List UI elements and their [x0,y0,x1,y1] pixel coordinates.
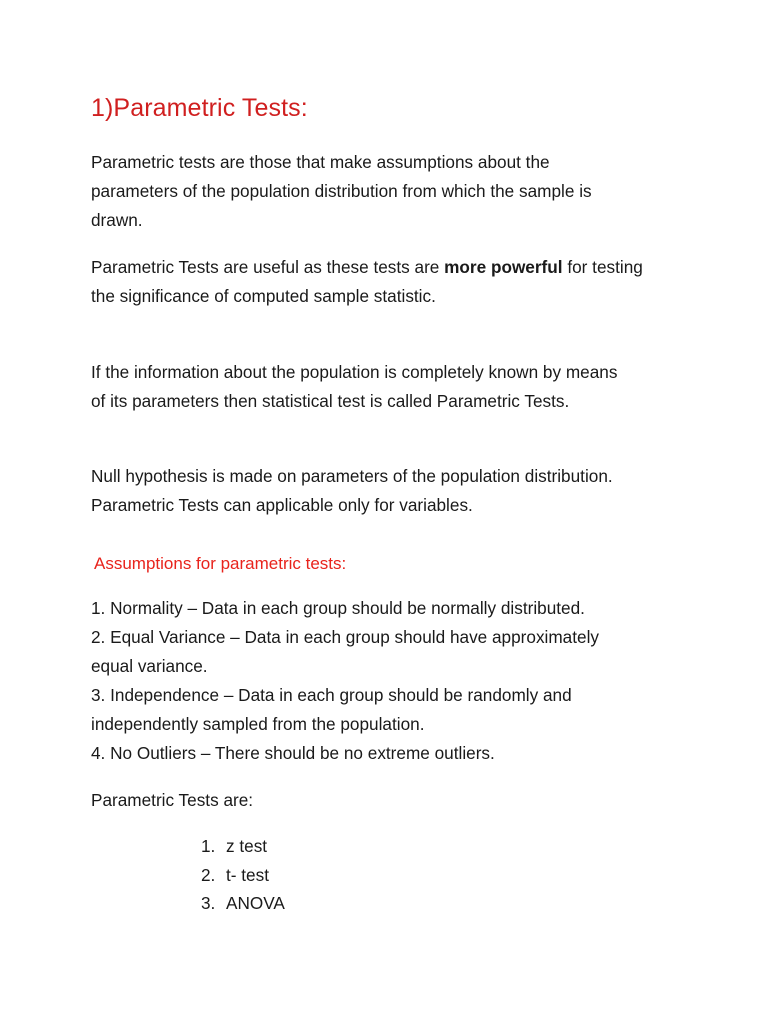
useful-bold-text: more powerful [444,257,563,277]
list-item: 1. z test [201,836,268,856]
null-line-2: Parametric Tests can applicable only for variables. [91,495,473,515]
intro-line-3: drawn. [91,210,143,230]
assumption-normality: 1. Normality – Data in each group should be normally distributed. [91,598,585,618]
assumption-equal-variance-cont: equal variance. [91,656,208,676]
list-item: 3. ANOVA [201,893,285,914]
assumption-independence: 3. Independence – Data in each group should be randomly and [91,685,572,705]
tests-intro: Parametric Tests are: [91,790,254,810]
info-line-1: If the information about the population is completely known by means [91,362,618,382]
info-paragraph [91,358,731,416]
intro-paragraph [91,148,731,235]
useful-paragraph [91,253,731,311]
page-title: 1)Parametric Tests: [91,94,308,122]
assumptions-heading: Assumptions for parametric tests: [94,554,347,573]
useful-suffix: for testing [562,257,643,277]
null-hypothesis-paragraph [91,462,731,520]
intro-line-1: Parametric tests are those that make assumptions about the [91,152,550,172]
assumption-no-outliers: 4. No Outliers – There should be no extreme outliers. [91,743,495,763]
useful-line-2: the significance of computed sample statistic. [91,286,436,306]
assumption-independence-cont: independently sampled from the population. [91,714,425,734]
useful-prefix: Parametric Tests are useful as these tests are [91,257,445,277]
intro-line-2: parameters of the population distribution from which the sample is [91,181,592,201]
assumption-equal-variance: 2. Equal Variance – Data in each group should have approximately [91,627,599,647]
null-line-1: Null hypothesis is made on parameters of the population distribution. [91,466,613,486]
info-line-2: of its parameters then statistical test is called Parametric Tests. [91,391,570,411]
assumptions-list [91,594,731,768]
list-item: 2. t- test [201,864,269,885]
tests-list [201,832,285,918]
